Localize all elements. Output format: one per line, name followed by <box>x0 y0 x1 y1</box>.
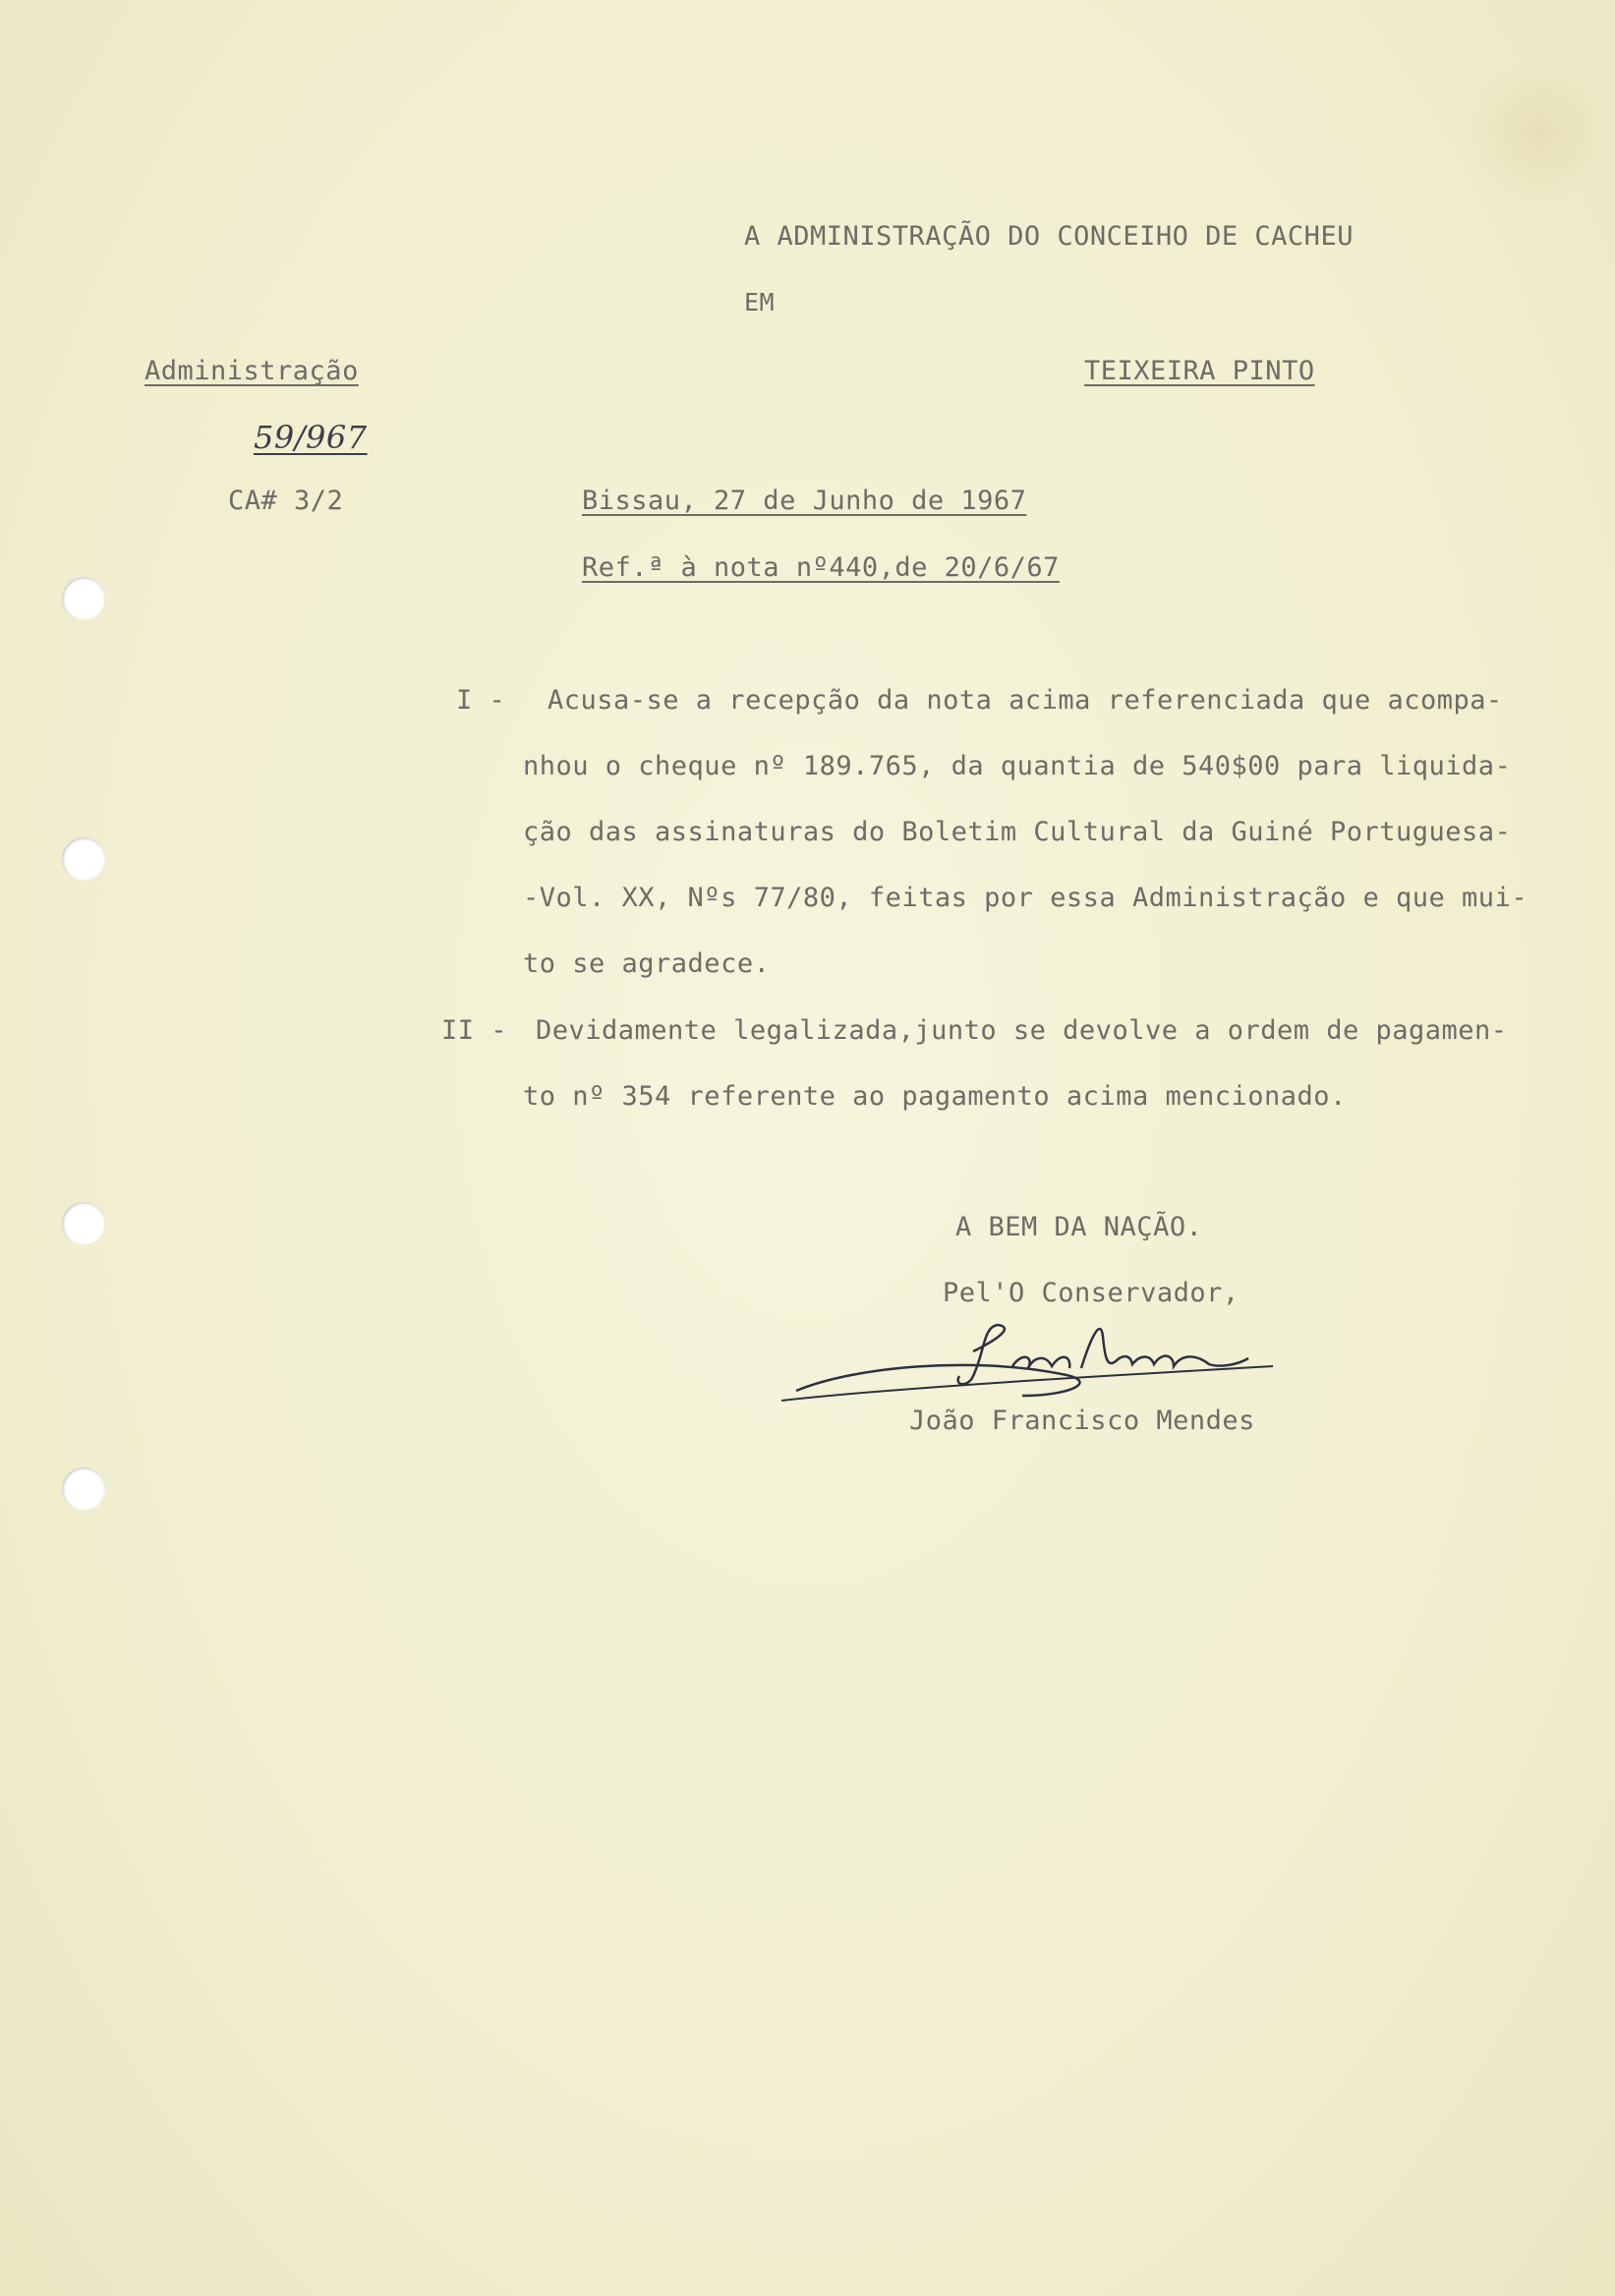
signatory-name: João Francisco Mendes <box>909 1406 1255 1436</box>
item-1-marker: I - <box>456 685 506 716</box>
item-2-line-1: Devidamente legalizada,junto se devolve a ordem de pagamen- <box>536 1015 1508 1046</box>
item-1-line-4: -Vol. XX, Nºs 77/80, feitas por essa Administração e que mui- <box>523 883 1528 913</box>
signature <box>777 1297 1288 1415</box>
punch-hole-1 <box>62 577 105 620</box>
reference-code: CA# 3/2 <box>228 486 344 516</box>
punch-hole-3 <box>62 1202 105 1245</box>
handwritten-number: 59/967 <box>254 419 368 456</box>
item-1-line-5: to se agradece. <box>523 948 771 979</box>
punch-hole-2 <box>62 837 105 881</box>
punch-hole-4 <box>62 1467 105 1511</box>
item-1-line-3: ção das assinaturas do Boletim Cultural da Guiné Portuguesa- <box>523 817 1512 847</box>
item-2-line-2: to nº 354 referente ao pagamento acima mencionado. <box>523 1081 1347 1112</box>
item-2-marker: II - <box>441 1015 508 1046</box>
reference-note-line: Ref.ª à nota nº440,de 20/6/67 <box>582 552 1060 583</box>
on-behalf-line: Pel'O Conservador, <box>943 1278 1240 1308</box>
addressee-line: A ADMINISTRAÇÃO DO CONCEIHO DE CACHEU <box>744 221 1354 252</box>
item-1-line-1: Acusa-se a recepção da nota acima referenciada que acompa- <box>548 685 1503 716</box>
closing-salutation: A BEM DA NAÇÃO. <box>955 1212 1203 1242</box>
department-label: Administração <box>144 356 359 386</box>
date-line: Bissau, 27 de Junho de 1967 <box>582 486 1027 516</box>
place-label: TEIXEIRA PINTO <box>1084 356 1315 386</box>
em-label: EM <box>744 288 776 316</box>
paper-stain <box>1465 59 1612 206</box>
item-1-line-2: nhou o cheque nº 189.765, da quantia de 540$00 para liquida- <box>523 751 1512 781</box>
